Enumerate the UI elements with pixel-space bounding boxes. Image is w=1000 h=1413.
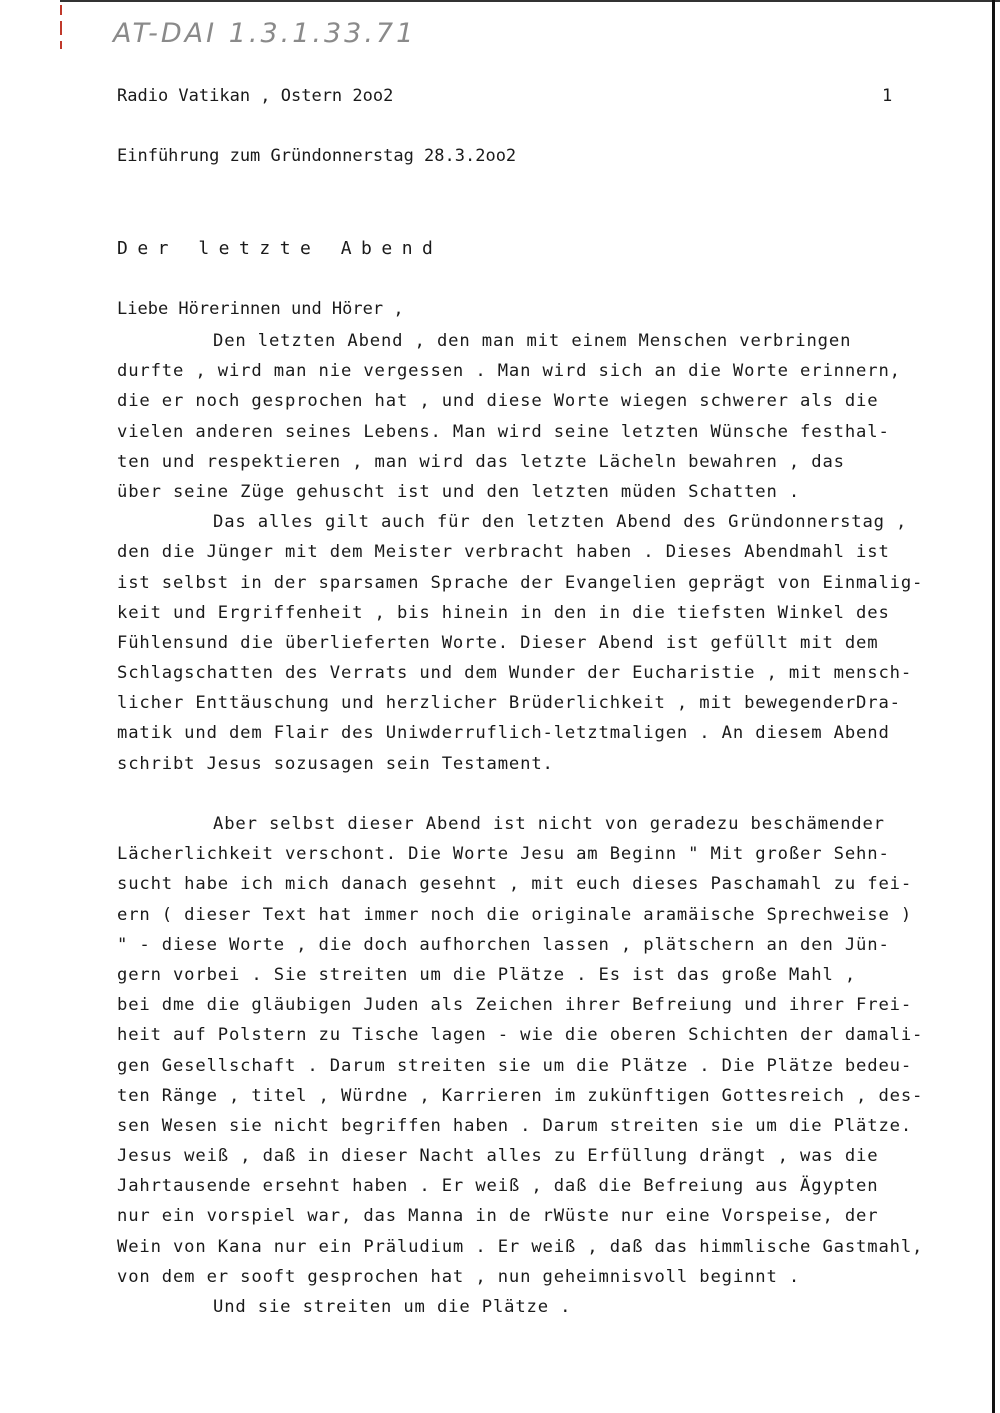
paragraph-1: [117, 326, 977, 779]
text-line: ten Ränge , titel , Würdne , Karrieren im zukünftigen Gottesreich , des-: [117, 1085, 924, 1106]
paragraph-2: [117, 809, 977, 1322]
text-line: Aber selbst dieser Abend ist nicht von geradezu beschämender: [213, 814, 885, 834]
document-headline: Der letzte Abend: [117, 238, 443, 259]
salutation: Liebe Hörerinnen und Hörer ,: [117, 299, 404, 319]
text-line: Und sie streiten um die Plätze .: [213, 1297, 572, 1317]
text-line: Schlagschatten des Verrats und dem Wunder der Eucharistie , mit mensch-: [117, 663, 913, 684]
text-line: Das alles gilt auch für den letzten Abend des Gründonnerstag ,: [213, 512, 908, 533]
document-header: Radio Vatikan , Ostern 2oo2: [117, 86, 394, 106]
text-line: die er noch gesprochen hat , und diese Worte wiegen schwerer als die: [117, 391, 879, 412]
text-line: Lächerlichkeit verschont. Die Worte Jesu am Beginn " Mit großer Sehn-: [117, 844, 890, 865]
page-number: 1: [882, 86, 893, 106]
margin-mark: [60, 5, 62, 55]
scan-edge-right: [992, 0, 995, 1413]
text-line: matik und dem Flair des Uniwderruflich-letztmaligen . An diesem Abend: [117, 723, 890, 744]
text-line: gern vorbei . Sie streiten um die Plätze . Es ist das große Mahl ,: [117, 964, 857, 985]
text-line: " - diese Worte , die doch aufhorchen lassen , plätschern an den Jün-: [117, 934, 890, 955]
text-line: über seine Züge gehuscht ist und den letzten müden Schatten .: [117, 481, 801, 502]
document-subtitle: Einführung zum Gründonnerstag 28.3.2oo2: [117, 146, 517, 166]
archive-signature: AT-DAI 1.3.1.33.71: [113, 18, 417, 49]
text-line: den die Jünger mit dem Meister verbracht haben . Dieses Abendmahl ist: [117, 542, 890, 563]
text-line: bei dme die gläubigen Juden als Zeichen ihrer Befreiung und ihrer Frei-: [117, 995, 913, 1016]
text-line: von dem er sooft gesprochen hat , nun geheimnisvoll beginnt .: [117, 1266, 801, 1287]
text-line: durfte , wird man nie vergessen . Man wird sich an die Worte erinnern,: [117, 361, 901, 382]
text-line: Wein von Kana nur ein Präludium . Er weiß , daß das himmlische Gastmahl,: [117, 1236, 924, 1257]
text-line: sucht habe ich mich danach gesehnt , mit euch dieses Paschamahl zu fei-: [117, 874, 913, 895]
text-line: ten und respektieren , man wird das letzte Lächeln bewahren , das: [117, 451, 845, 472]
text-line: licher Enttäuschung und herzlicher Brüderlichkeit , mit bewegenderDra-: [117, 693, 901, 714]
text-line: sen Wesen sie nicht begriffen haben . Darum streiten sie um die Plätze.: [117, 1115, 913, 1136]
text-line: Den letzten Abend , den man mit einem Menschen verbringen: [213, 331, 852, 351]
text-line: Fühlensund die überlieferten Worte. Dieser Abend ist gefüllt mit dem: [117, 632, 879, 653]
scan-edge-top: [60, 0, 1000, 2]
text-line: ern ( dieser Text hat immer noch die originale aramäische Sprechweise ): [117, 904, 913, 925]
text-line: Jesus weiß , daß in dieser Nacht alles zu Erfüllung drängt , was die: [117, 1146, 879, 1167]
text-line: schribt Jesus sozusagen sein Testament.: [117, 753, 554, 774]
text-line: heit auf Polstern zu Tische lagen - wie die oberen Schichten der damali-: [117, 1025, 924, 1046]
text-line: nur ein vorspiel war, das Manna in de rWüste nur eine Vorspeise, der: [117, 1206, 879, 1227]
text-line: gen Gesellschaft . Darum streiten sie um die Plätze . Die Plätze bedeu-: [117, 1055, 913, 1076]
text-line: keit und Ergriffenheit , bis hinein in den in die tiefsten Winkel des: [117, 602, 890, 623]
text-line: vielen anderen seines Lebens. Man wird seine letzten Wünsche festhal-: [117, 421, 890, 442]
text-line: Jahrtausende ersehnt haben . Er weiß , daß die Befreiung aus Ägypten: [117, 1176, 879, 1197]
text-line: ist selbst in der sparsamen Sprache der Evangelien geprägt von Einmalig-: [117, 572, 924, 593]
